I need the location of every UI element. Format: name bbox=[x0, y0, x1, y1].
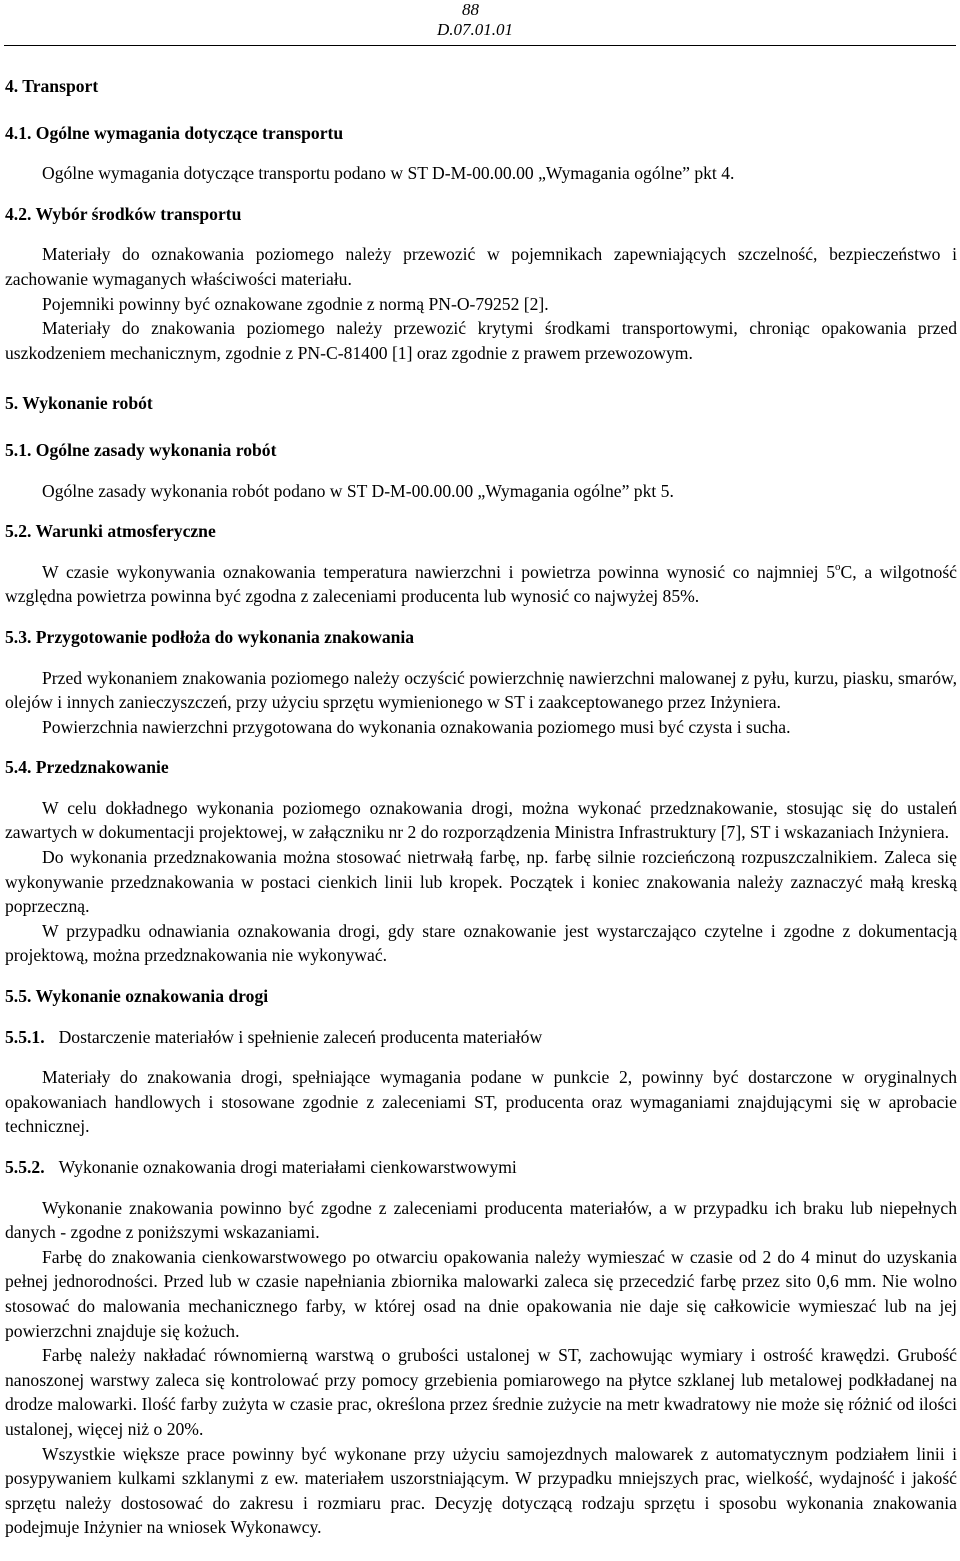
page-header bbox=[0, 0, 960, 52]
document-code: D.07.01.01 bbox=[437, 20, 514, 39]
section-5-5-2-title: Wykonanie oznakowania drogi materiałami cienkowarstwowymi bbox=[58, 1157, 517, 1177]
section-5-3-paragraph-1: Przed wykonaniem znakowania poziomego należy oczyścić powierzchnię nawierzchni malowanej z pyłu, kurzu, piasku, smarów, olejów i innych zanieczyszczeń, przy użyciu sprzętu wymienionego w ST i zaakceptowanego przez Inżyniera. bbox=[5, 667, 957, 713]
section-4-2-paragraph-1: Materiały do oznakowania poziomego należy przewozić w pojemnikach zapewniających szczelność, bezpieczeństwo i zachowanie wymaganych właściwości materiału. bbox=[5, 244, 957, 289]
section-4-1-heading: 4.1. Ogólne wymagania dotyczące transportu bbox=[5, 122, 344, 143]
section-5-5-2-heading bbox=[5, 1155, 957, 1180]
section-4-2-heading: 4.2. Wybór środków transportu bbox=[5, 203, 242, 224]
section-5-5-2-paragraph-1: Wykonanie znakowania powinno być zgodne z zaleceniami producenta materiałów, a w przypadku ich braku lub niepełnych danych - zgodne z poniższymi wskazaniami. bbox=[5, 1197, 957, 1243]
section-5-4-heading: 5.4. Przedznakowanie bbox=[5, 757, 169, 778]
document-body bbox=[5, 74, 957, 1540]
section-4-2-paragraph-3: Materiały do znakowania poziomego należy przewozić krytymi środkami transportowymi, chroniąc opakowania przed uszkodzeniem mechanicznym, zgodnie z PN-C-81400 [1] oraz zgodnie z prawem przewozowym. bbox=[5, 318, 957, 363]
section-5-1-heading: 5.1. Ogólne zasady wykonania robót bbox=[5, 439, 277, 460]
section-5-2-heading: 5.2. Warunki atmosferyczne bbox=[5, 521, 216, 542]
section-5-2-paragraph bbox=[5, 560, 957, 609]
section-5-3-heading: 5.3. Przygotowanie podłoża do wykonania znakowania bbox=[5, 626, 415, 647]
section-5-5-1-heading bbox=[5, 1025, 957, 1050]
section-5-1-paragraph: Ogólne zasady wykonania robót podano w ST D-M-00.00.00 „Wymagania ogólne” pkt 5. bbox=[42, 480, 674, 501]
section-5-2-text-a: W czasie wykonywania oznakowania temperatura nawierzchni i powietrza powinna wynosić co najmniej 5 bbox=[42, 561, 836, 582]
section-5-4-paragraph-3: W przypadku odnawiania oznakowania drogi, gdy stare oznakowanie jest wystarczająco czytelne i zgodne z dokumentacją projektową, można przedznakowania nie wykonywać. bbox=[5, 920, 957, 966]
section-5-4-paragraph-2: Do wykonania przedznakowania można stosować nietrwałą farbę, np. farbę silnie rozcieńczoną rozpuszczalnikiem. Zaleca się wykonywanie przedznakowania w postaci cienkich linii lub kropek. Początek i koniec znakowania należy zaznaczyć małą kreską poprzeczną. bbox=[5, 847, 957, 917]
section-5-4-paragraph-1: W celu dokładnego wykonania poziomego oznakowania drogi, można wykonać przedznakowanie, stosując się do ustaleń zawartych w dokumentacji projektowej, w załączniku nr 2 do rozporządzenia Ministra Infrastruktury [7], ST i wskazaniach Inżyniera. bbox=[5, 797, 957, 843]
section-5-5-2-number: 5.5.2. bbox=[5, 1157, 45, 1177]
page-number: 88 bbox=[462, 0, 479, 19]
section-5-5-1-paragraph: Materiały do znakowania drogi, spełniające wymagania podane w punkcie 2, powinny być dostarczone w oryginalnych opakowaniach handlowych i stosowane zgodnie z zaleceniami ST, producenta oraz wymaganiami znajdującymi się w aprobacie technicznej. bbox=[5, 1067, 957, 1137]
section-5-2-text-b: C, a wilgotność względna powietrza powinna być zgodna z zaleceniami producenta lub wynosić co najwyżej 85%. bbox=[5, 561, 957, 607]
section-5-3-paragraph-2: Powierzchnia nawierzchni przygotowana do wykonania oznakowania poziomego musi być czysta i sucha. bbox=[42, 716, 791, 737]
section-5-heading: 5. Wykonanie robót bbox=[5, 393, 153, 414]
section-5-5-1-number: 5.5.1. bbox=[5, 1026, 45, 1047]
section-4-1-paragraph: Ogólne wymagania dotyczące transportu podano w ST D-M-00.00.00 „Wymagania ogólne” pkt 4. bbox=[42, 163, 735, 184]
section-5-5-1-title: Dostarczenie materiałów i spełnienie zaleceń producenta materiałów bbox=[58, 1026, 543, 1047]
section-4-heading: 4. Transport bbox=[5, 76, 99, 96]
section-5-5-2-paragraph-2: Farbę do znakowania cienkowarstwowego po otwarciu opakowania należy wymieszać w czasie od 2 do 4 minut do uzyskania pełnej jednorodności. Przed lub w czasie napełniania zbiornika malowarki zaleca się przecedzić farbę przez sito 0,6 mm. Nie wolno stosować do malowania mechanicznego farby, w której osad na dnie opakowania nie daje się całkowicie wymieszać lub na jej powierzchni znajduje się kożuch. bbox=[5, 1246, 957, 1341]
degree-sign: o bbox=[835, 560, 841, 573]
header-rule bbox=[4, 45, 956, 46]
section-5-5-2-paragraph-3: Farbę należy nakładać równomierną warstwą o grubości ustalonej w ST, zachowując wymiary i ostrość krawędzi. Grubość nanoszonej warstwy zaleca się kontrolować przy pomocy grzebienia pomiarowego na płytce szklanej lub metalowej podkładanej na drodze malowarki. Ilość farby zużyta w czasie prac, określona przez średnie zużycie na metr kwadratowy nie może się różnić od ilości ustalonej, więcej niż o 20%. bbox=[5, 1345, 957, 1439]
section-5-5-heading: 5.5. Wykonanie oznakowania drogi bbox=[5, 986, 269, 1007]
section-5-5-2-paragraph-4: Wszystkie większe prace powinny być wykonane przy użyciu samojezdnych malowarek z automatycznym podziałem linii i posypywaniem kulkami szklanymi z ew. materiałem uszorstniającym. W przypadku mniejszych prac, wielkość, wydajność i jakość sprzętu należy dostosować do zakresu i rozmiaru prac. Decyzję dotyczącą rodzaju sprzętu i sposobu wykonania znakowania podejmuje Inżynier na wniosek Wykonawcy. bbox=[5, 1443, 957, 1538]
section-4-2-paragraph-2: Pojemniki powinny być oznakowane zgodnie z normą PN-O-79252 [2]. bbox=[42, 293, 549, 314]
